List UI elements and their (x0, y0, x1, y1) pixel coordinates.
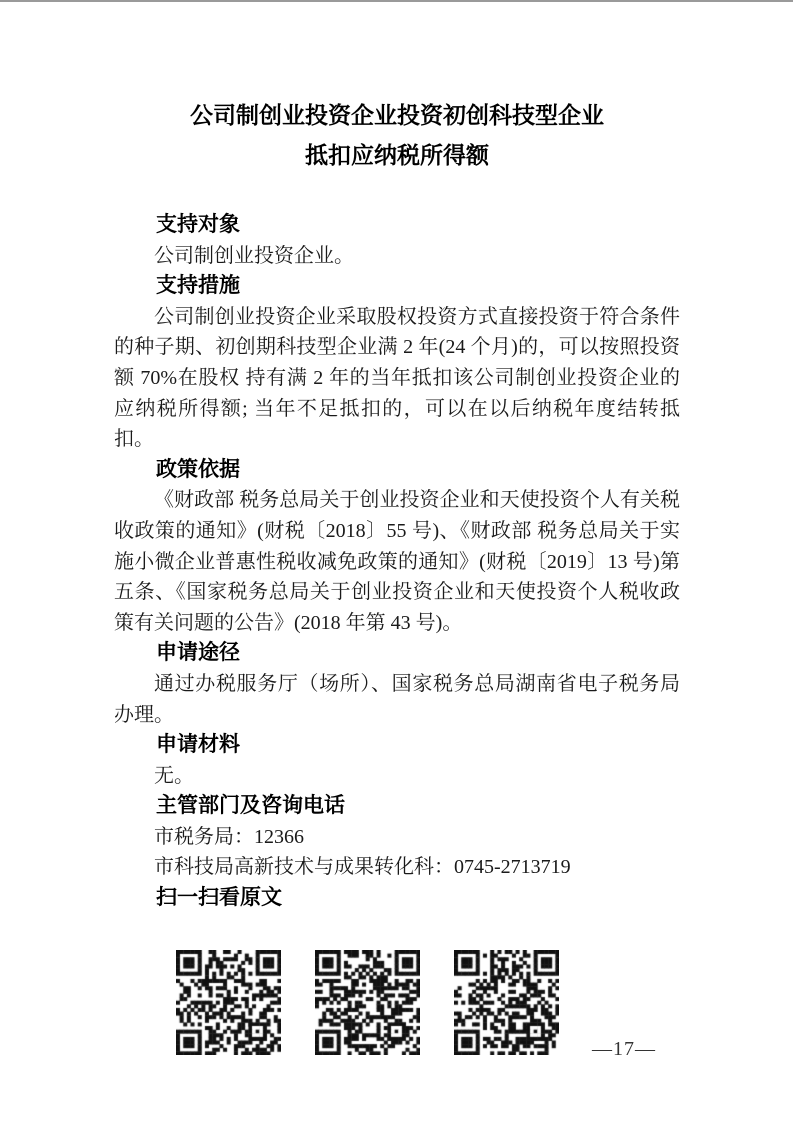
qr-code-right-icon (454, 950, 559, 1055)
document-content (114, 96, 680, 1055)
page-number: —17— (592, 1038, 656, 1060)
section-heading: 申请途径 (156, 641, 240, 665)
scan-edge-shadow (0, 0, 793, 2)
section-paragraph: 公司制创业投资企业。 (154, 244, 354, 267)
sections (114, 210, 680, 914)
qr-code-center-icon (315, 950, 420, 1055)
section-paragraph: 市税务局：12366 (154, 825, 304, 848)
section-heading: 主管部门及咨询电话 (156, 794, 345, 818)
section-paragraph: 公司制创业投资企业采取股权投资方式直接投资于符合条件的种子期、初创期科技型企业满 2 年(24 个月)的，可以按照投资额 70%在股权 持有满 2 年的当年抵扣该公司制创业投资企业的应纳税所得额; 当年不足抵扣的，可以在以后纳税年度结转抵扣。 (114, 305, 680, 451)
title-line-1: 公司制创业投资企业投资初创科技型企业 (190, 103, 604, 128)
section-heading: 支持措施 (156, 274, 240, 298)
section-paragraph: 通过办税服务厅（场所）、国家税务总局湖南省电子税务局办理。 (114, 672, 680, 726)
section-heading: 政策依据 (156, 457, 240, 481)
qr-code-left-icon (176, 950, 281, 1055)
section-heading: 支持对象 (156, 213, 240, 236)
section-paragraph: 《财政部 税务总局关于创业投资企业和天使投资个人有关税收政策的通知》(财税〔2018〕55 号)、《财政部 税务总局关于实施小微企业普惠性税收减免政策的通知》(财税〔2019〕13 号)第五条、《国家税务总局关于创业投资企业和天使投资个人税收政策有关问题的公告》(2018 年第 43 号)。 (114, 489, 680, 634)
title-line-2: 抵扣应纳税所得额 (305, 143, 489, 168)
section-paragraph: 市科技局高新技术与成果转化科：0745-2713719 (154, 856, 571, 879)
section-heading: 申请材料 (156, 733, 240, 757)
section-paragraph: 无。 (154, 764, 194, 787)
document-title (114, 96, 680, 176)
section-heading: 扫一扫看原文 (156, 886, 282, 910)
